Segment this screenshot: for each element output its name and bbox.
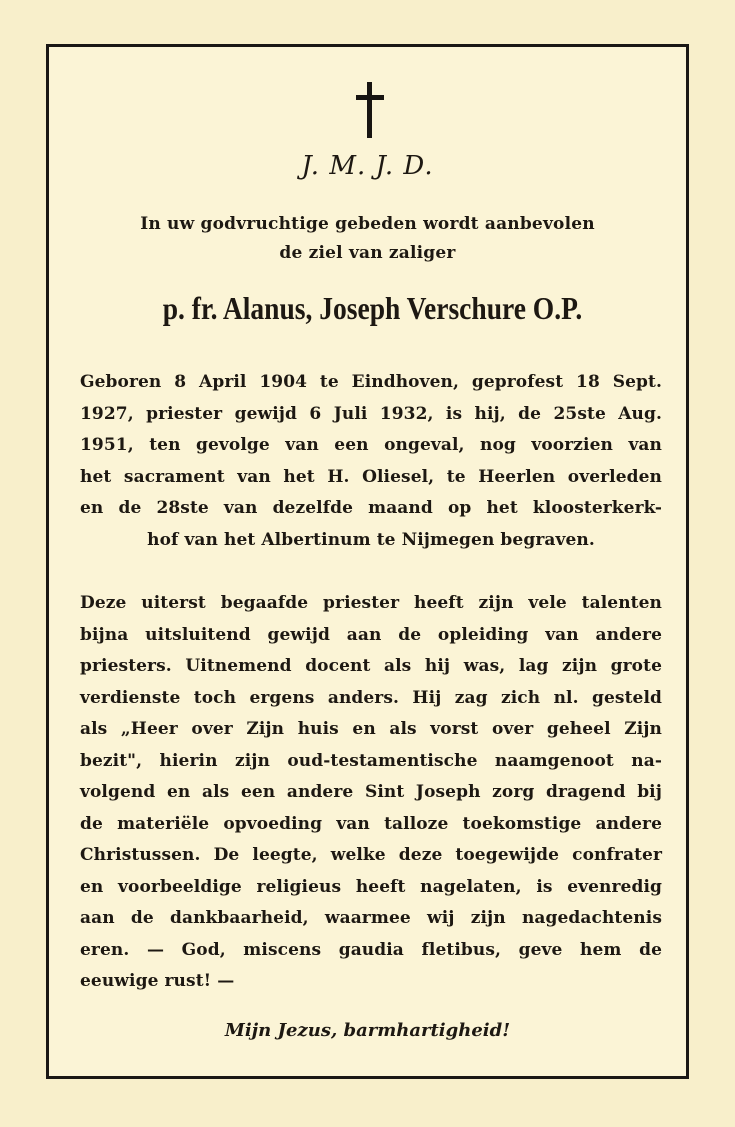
tribute-line-8: de materiële opvoeding van talloze toekomstige andere bbox=[80, 813, 662, 834]
cross-icon bbox=[350, 82, 390, 138]
initials-heading: J. M. J. D. bbox=[301, 151, 434, 181]
intro-text bbox=[0, 210, 735, 268]
tribute-line-7: volgend en als een andere Sint Joseph zorg dragend bij bbox=[80, 782, 662, 802]
tribute-line-2: bijna uitsluitend gewijd aan de opleiding van andere bbox=[80, 624, 662, 645]
tribute-line-3: priesters. Uitnemend docent als hij was, lag zijn grote bbox=[80, 656, 662, 676]
biography-line-6: hof van het Albertinum te Nijmegen begraven. bbox=[147, 529, 595, 550]
biography-line-3: 1951, ten gevolge van een ongeval, nog voorzien van bbox=[80, 435, 662, 455]
intro-line-2: de ziel van zaliger bbox=[279, 243, 456, 263]
tribute-line-4: verdienste toch ergens anders. Hij zag zich nl. gesteld bbox=[80, 687, 662, 708]
tribute-line-13: eeuwige rust! — bbox=[80, 971, 235, 991]
biography-line-5: en de 28ste van dezelfde maand op het kloosterkerk- bbox=[80, 498, 662, 518]
tribute-line-11: aan de dankbaarheid, waarmee wij zijn nagedachtenis bbox=[80, 908, 662, 928]
closing-prayer: Mijn Jezus, barmhartigheid! bbox=[224, 1020, 511, 1041]
tribute-line-1: Deze uiterst begaafde priester heeft zijn vele talenten bbox=[80, 593, 662, 613]
biography-paragraph bbox=[80, 367, 662, 556]
intro-line-1: In uw godvruchtige gebeden wordt aanbevolen bbox=[140, 214, 595, 234]
tribute-line-6: bezit", hierin zijn oud-testamentische naamgenoot na- bbox=[80, 750, 662, 771]
deceased-name: p. fr. Alanus, Joseph Verschure O.P. bbox=[162, 290, 583, 326]
tribute-line-12: eren. — God, miscens gaudia fletibus, geve hem de bbox=[80, 939, 662, 960]
biography-line-2: 1927, priester gewijd 6 Juli 1932, is hij, de 25ste Aug. bbox=[80, 403, 662, 424]
tribute-line-9: Christussen. De leegte, welke deze toegewijde confrater bbox=[80, 845, 662, 865]
biography-line-1: Geboren 8 April 1904 te Eindhoven, geprofest 18 Sept. bbox=[80, 372, 662, 392]
tribute-line-5: als „Heer over Zijn huis en als vorst over geheel Zijn bbox=[80, 719, 662, 739]
tribute-line-10: en voorbeeldige religieus heeft nagelaten, is evenredig bbox=[80, 876, 662, 897]
tribute-paragraph bbox=[80, 588, 662, 998]
biography-line-4: het sacrament van het H. Oliesel, te Heerlen overleden bbox=[80, 466, 662, 487]
